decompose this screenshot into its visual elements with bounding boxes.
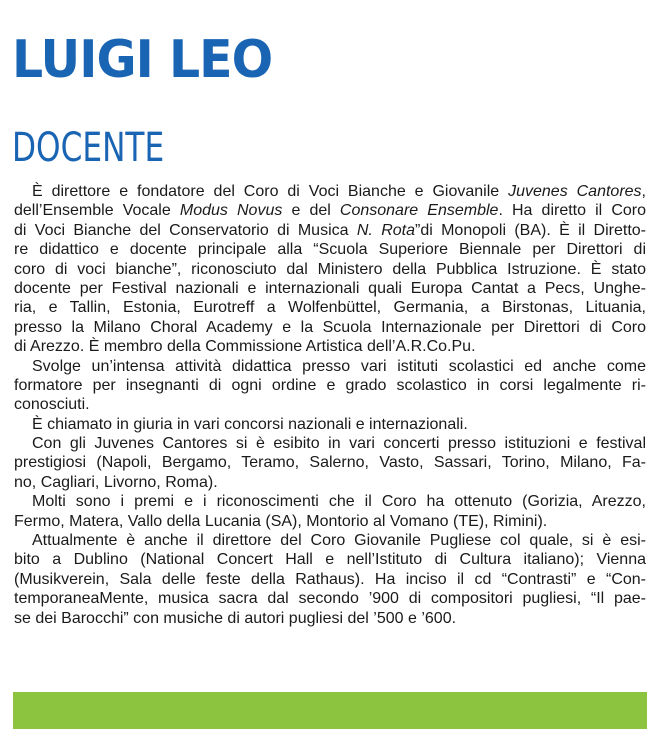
bio-line: Fermo, Matera, Vallo della Lucania (SA), Montorio al Vomano (TE), Rimini).: [14, 512, 548, 530]
biography-text: [14, 182, 646, 628]
bio-line: se dei Barocchi” con musiche di autori pugliesi del ’500 e ’600.: [14, 609, 457, 627]
bio-line: presso la Milano Choral Academy e la Scuola Internazionale per Direttori di Coro: [14, 318, 646, 336]
bio-line: di Voci Bianche del Conservatorio di Musica N. Rota”di Monopoli (BA). È il Diretto-: [14, 221, 647, 239]
italic-title: Consonare Ensemble: [339, 202, 499, 220]
bio-line: coro di voci bianche”, riconosciuto dal Ministero della Pubblica Istruzione. È stato: [14, 260, 646, 278]
bio-line: docente per Festival nazionali e internazionali quali Europa Cantat a Pecs, Unghe-: [14, 279, 646, 297]
bio-line: no, Cagliari, Livorno, Roma).: [14, 473, 218, 491]
bio-line: (Musikverein, Sala delle feste della Rathaus). Ha inciso il cd “Contrasti” e “Con-: [14, 570, 646, 588]
italic-title: N. Rota: [356, 221, 415, 239]
bio-line: È chiamato in giuria in vari concorsi nazionali e internazionali.: [32, 415, 468, 433]
person-role: DOCENTE: [12, 125, 165, 171]
bio-line: È direttore e fondatore del Coro di Voci Bianche e Giovanile Juvenes Cantores,: [32, 183, 646, 200]
bio-line: Attualmente è anche il direttore del Coro Giovanile Pugliese col quale, si è esi-: [32, 532, 646, 550]
bio-line: re didattico e docente principale alla “Scuola Superiore Biennale per Direttori di: [14, 241, 646, 259]
italic-title: Modus Novus: [179, 202, 283, 220]
bio-line: dell’Ensemble Vocale Modus Novus e del Consonare Ensemble. Ha diretto il Coro: [14, 202, 646, 220]
bio-line: Molti sono i premi e i riconoscimenti che il Coro ha ottenuto (Gorizia, Arezzo,: [32, 493, 646, 511]
bio-line: temporaneaMente, musica sacra dal secondo ’900 di compositori pugliesi, “Il pae-: [14, 590, 646, 608]
bio-line: formatore per insegnanti di ogni ordine e grado scolastico in corsi legalmente ri-: [14, 376, 646, 394]
footer-accent-bar: [13, 692, 647, 729]
bio-line: di Arezzo. È membro della Commissione Artistica dell’A.R.Co.Pu.: [14, 338, 476, 356]
bio-line: prestigiosi (Napoli, Bergamo, Teramo, Salerno, Vasto, Sassari, Torino, Milano, Fa-: [14, 454, 646, 472]
bio-line: Con gli Juvenes Cantores si è esibito in vari concerti presso istituzioni e festival: [32, 435, 646, 453]
bio-line: bito a Dublino (National Concert Hall e nell’Istituto di Cultura italiano); Vienna: [14, 551, 646, 569]
italic-title: Juvenes Cantores: [508, 183, 642, 200]
bio-line: ria, e Tallin, Estonia, Eurotreff a Wolfenbüttel, Germania, a Birstonas, Lituania,: [14, 299, 646, 317]
person-name: LUIGI LEO: [12, 30, 273, 90]
bio-line: Svolge un’intensa attività didattica presso vari istituti scolastici ed anche come: [32, 357, 646, 375]
bio-line: conosciuti.: [14, 396, 90, 414]
